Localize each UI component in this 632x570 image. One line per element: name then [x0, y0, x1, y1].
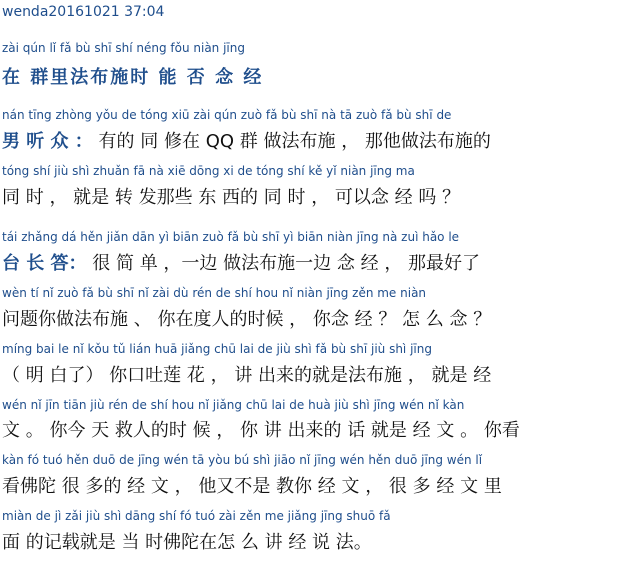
line-text: 有的 同 修在 QQ 群 做法布施 ， 那他做法布施的	[92, 131, 491, 152]
line-text: 很 简 单 ，一边 做法布施一边 念 经 ， 那最好了	[86, 253, 481, 274]
pinyin-line-2: tóng shí jiù shì zhuǎn fā nà xiē dōng xi de tóng shí kě yǐ niàn jīng ma	[2, 164, 415, 178]
text-line-4	[2, 305, 491, 331]
pinyin-line-7: kàn fó tuó hěn duō de jīng wén tā yòu bú shì jiāo nǐ jīng wén hěn duō jīng wén lǐ	[2, 453, 483, 467]
pinyin-line-5: míng bai le nǐ kǒu tǔ lián huā jiǎng chū lai de jiù shì fǎ bù shī jiù shì jīng	[2, 342, 432, 356]
title-pinyin: zài qún lǐ fǎ bù shī shí néng fǒu niàn jīng	[2, 41, 245, 55]
page-title: 在 群里法布施时 能 否 念 经	[2, 67, 264, 88]
speaker-label-listener: 男 听 众 ：	[2, 131, 93, 152]
line-text: 看佛陀 很 多的 经 文 ， 他又不是 教你 经 文 ， 很 多 经 文 里	[2, 476, 502, 497]
text-line-7	[2, 472, 502, 498]
article-meta: wenda20161021 37:04	[2, 4, 165, 20]
text-line-8	[2, 528, 372, 554]
pinyin-line-1: nán tīng zhòng yǒu de tóng xiū zài qún zuò fǎ bù shī nà tā zuò fǎ bù shī de	[2, 108, 452, 122]
line-text: 同 时 ， 就是 转 发那些 东 西的 同 时 ， 可以念 经 吗 ？	[2, 187, 461, 208]
line-text: 面 的记载就是 当 时佛陀在怎 么 讲 经 说 法。	[2, 532, 372, 553]
text-line-5	[2, 361, 491, 387]
pinyin-line-8: miàn de jì zǎi jiù shì dāng shí fó tuó zài zěn me jiǎng jīng shuō fǎ	[2, 509, 391, 523]
pinyin-line-3: tái zhǎng dá hěn jiǎn dān yì biān zuò fǎ bù shī yì biān niàn jīng nà zuì hǎo le	[2, 230, 460, 244]
pinyin-line-6: wén nǐ jīn tiān jiù rén de shí hou nǐ jiǎng chū lai de huà jiù shì jīng wén nǐ kàn	[2, 398, 465, 412]
text-line-2	[2, 183, 460, 209]
text-line-1	[2, 127, 491, 153]
line-text: 问题你做法布施 、 你在度人的时候 ， 你念 经 ？ 怎 么 念 ？	[2, 309, 492, 330]
text-line-6	[2, 416, 520, 442]
line-text: 文 。 你今 天 救人的时 候 ， 你 讲 出来的 话 就是 经 文 。 你看	[2, 420, 520, 441]
speaker-label-host: 台 长 答：	[2, 253, 87, 274]
line-text: （ 明 白了） 你口吐莲 花 ， 讲 出来的就是法布施 ， 就是 经	[2, 365, 492, 386]
pinyin-line-4: wèn tí nǐ zuò fǎ bù shī nǐ zài dù rén de shí hou nǐ niàn jīng zěn me niàn	[2, 286, 427, 300]
text-line-3	[2, 249, 480, 275]
